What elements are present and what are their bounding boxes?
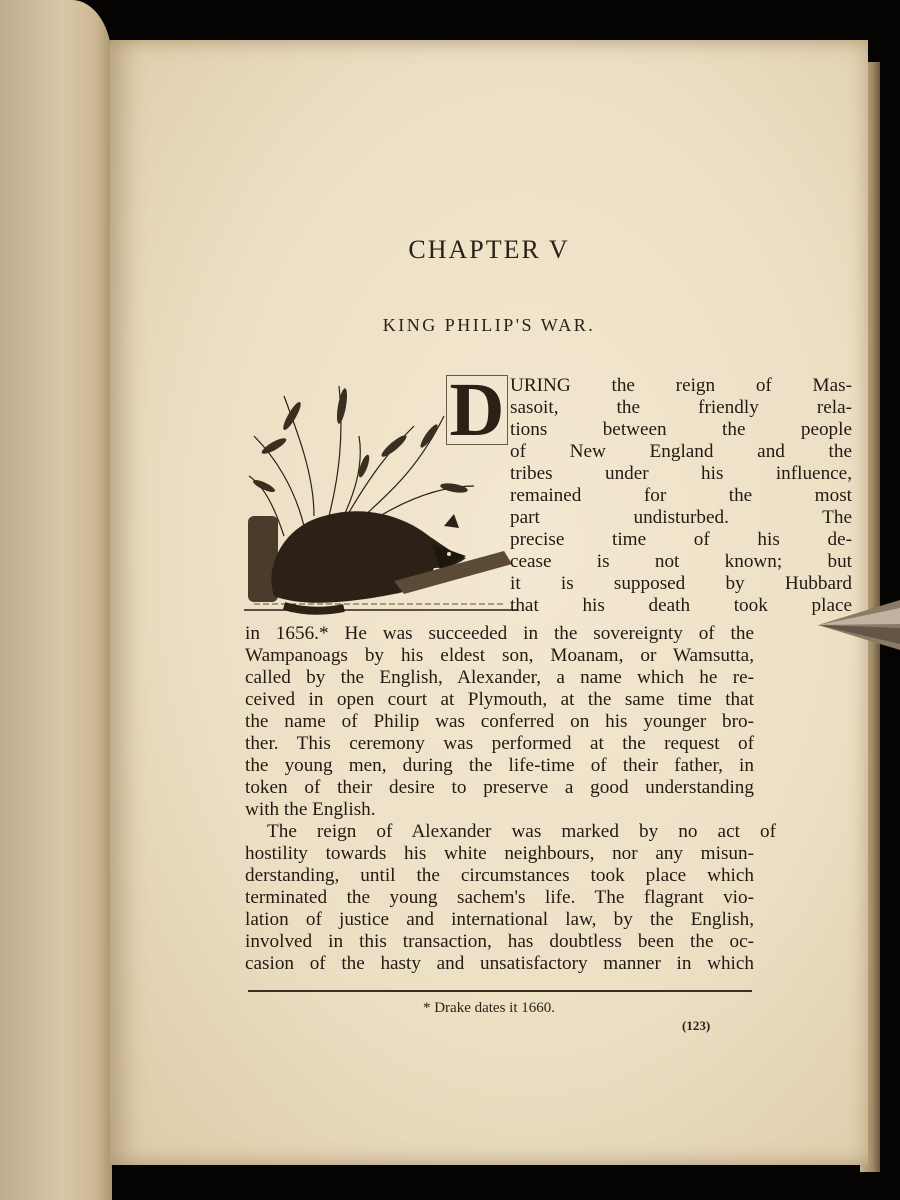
text-line: ceived in open court at Plymouth, at the same time that <box>245 689 754 710</box>
text-line: URING the reign of Mas- <box>510 375 852 396</box>
body-text <box>245 623 776 975</box>
page-number: (123) <box>682 1018 711 1033</box>
text-line: involved in this transaction, has doubtless been the oc- <box>245 931 754 952</box>
pointer-tool <box>818 598 900 652</box>
footnote-rule <box>248 990 752 992</box>
text-line: called by the English, Alexander, a name which he re- <box>245 667 754 688</box>
text-line: sasoit, the friendly rela- <box>510 397 852 418</box>
book-page <box>110 40 868 1165</box>
text-line: the young men, during the life-time of their father, in <box>245 755 754 776</box>
text-line: The reign of Alexander was marked by no act of <box>267 821 776 842</box>
chapter-heading: CHAPTER V <box>408 235 570 264</box>
text-line: with the English. <box>245 799 376 820</box>
text-line: it is supposed by Hubbard <box>510 573 852 594</box>
facing-page <box>0 0 112 1200</box>
wrapped-text <box>510 375 852 617</box>
text-line: terminated the young sachem's life. The flagrant vio- <box>245 887 754 908</box>
text-line: Wampanoags by his eldest son, Moanam, or Wamsutta, <box>245 645 754 666</box>
text-line: part undisturbed. The <box>510 507 852 528</box>
text-line: lation of justice and international law, by the English, <box>245 909 754 930</box>
text-line: ther. This ceremony was performed at the request of <box>245 733 754 754</box>
text-line: that his death took place <box>510 595 852 616</box>
text-line: hostility towards his white neighbours, nor any misun- <box>245 843 754 864</box>
text-line: derstanding, until the circumstances took place which <box>245 865 754 886</box>
text-line: token of their desire to preserve a good understanding <box>245 777 754 798</box>
text-line: precise time of his de- <box>510 529 852 550</box>
drop-cap: D <box>446 375 508 445</box>
text-line: tions between the people <box>510 419 852 440</box>
chapter-subtitle: KING PHILIP'S WAR. <box>382 315 596 335</box>
text-line: of New England and the <box>510 441 852 462</box>
text-line: in 1656.* He was succeeded in the sovereignty of the <box>245 623 754 644</box>
text-line: tribes under his influence, <box>510 463 852 484</box>
text-line: cease is not known; but <box>510 551 852 572</box>
text-line: the name of Philip was conferred on his younger bro- <box>245 711 754 732</box>
text-line: casion of the hasty and unsatisfactory manner in which <box>245 953 754 974</box>
footnote: * Drake dates it 1660. <box>422 1000 556 1016</box>
text-line: remained for the most <box>510 485 852 506</box>
